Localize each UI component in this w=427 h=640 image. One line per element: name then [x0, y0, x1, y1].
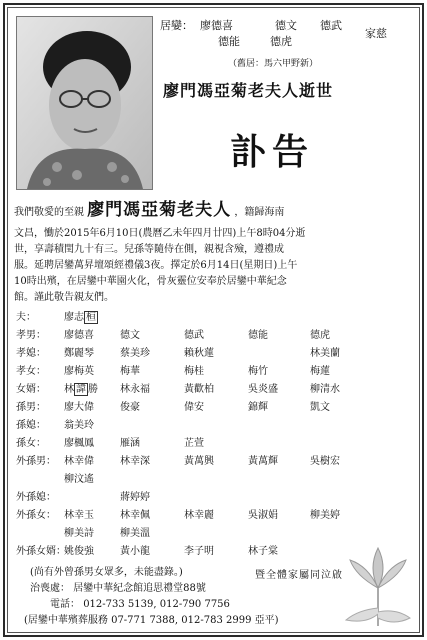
mourner-name: 鄭麗琴: [64, 348, 94, 359]
mourner-name: 黃萬興: [184, 456, 214, 467]
mourner-name: 雁涵: [120, 438, 140, 449]
footer: [24, 565, 279, 629]
funeral-home-label: 治喪處：: [30, 583, 70, 594]
family-row-2: [160, 27, 415, 50]
obituary-heading: 訃告: [230, 132, 315, 173]
mourner-name: 廖楓鳳: [64, 438, 94, 449]
mourner-name: 柳汶遙: [64, 474, 94, 485]
mourner-role: 夫：: [16, 312, 36, 323]
mourner-role: 孫媳：: [16, 420, 46, 431]
mourner-name: 廖梅英: [64, 366, 94, 377]
mourner-name: 吳炎盛: [248, 384, 278, 395]
footer-note: (尚有外曾孫男女眾多，未能盡錄。): [30, 567, 183, 578]
mourner-name: 德武: [184, 330, 204, 341]
announcement-lead: 我們敬愛的至親: [14, 207, 84, 218]
mourner-name: 柳美溫: [120, 528, 150, 539]
mourner-role: 孫女：: [16, 438, 46, 449]
mourner-row: [16, 398, 416, 416]
mourner-name: 錦輝: [248, 402, 268, 413]
mourner-name: 芷萱: [184, 438, 204, 449]
mourner-row: [16, 470, 416, 488]
mourner-row: [16, 362, 416, 380]
mourner-name: 梅竹: [248, 366, 268, 377]
mourner-name: 柳美婷: [310, 510, 340, 521]
family-name: 廖德喜: [200, 19, 233, 32]
mourner-name: 林幸佩: [120, 510, 150, 521]
families-suffix: 家慈: [365, 27, 387, 40]
family-name: 德能: [218, 35, 240, 48]
mourner-row: [16, 506, 416, 524]
family-signature: 暨全體家屬同泣啟: [255, 570, 343, 581]
mourner-name: 廖大偉: [64, 402, 94, 413]
mourner-name: 翁美玲: [64, 420, 94, 431]
mourner-name: 梅桂: [184, 366, 204, 377]
mourner-role: 女婿：: [16, 384, 46, 395]
mourner-name: 林幸玉: [64, 510, 94, 521]
mourner-name: 姚俊強: [64, 546, 94, 557]
announcement-text: 10時出殯，在居鑾中華園火化，骨灰靈位安奉於居鑾中華紀念: [14, 276, 287, 287]
announcement-line-1: [14, 202, 414, 221]
mourner-role: 孫男：: [16, 402, 46, 413]
family-name: 德虎: [270, 35, 292, 48]
announcement-text: ，籍歸海南: [234, 207, 285, 218]
announcement-text: 世，享壽積閏九十有三。兒孫等隨侍在側，親視含殮，遵禮成: [14, 244, 284, 255]
mourner-name: 偉安: [184, 402, 204, 413]
mourner-row: [16, 344, 416, 362]
mourner-name: 凱文: [310, 402, 330, 413]
mourner-name: 德文: [120, 330, 140, 341]
mourner-role: 孝媳：: [16, 348, 46, 359]
mourner-list: [16, 308, 416, 560]
mourner-name: 德虎: [310, 330, 330, 341]
announcement-text: 館。謹此敬告親友們。: [14, 292, 114, 303]
mourner-row: [16, 326, 416, 344]
mourner-name: 俊豪: [120, 402, 140, 413]
mourner-row: [16, 308, 416, 326]
mourner-name: 李子明: [184, 546, 214, 557]
family-name: 德文: [275, 19, 297, 32]
phone-line: [30, 597, 279, 613]
service-line: (居鑾中華殯葬服務 07-771 7388, 012-783 2999 亞平): [24, 615, 279, 626]
mourner-role: 外孫女婿：: [16, 546, 66, 557]
mourner-name: 黃萬輝: [248, 456, 278, 467]
announcement-text: 服。延聘居鑾萬昇壇頌經禮儀3夜。擇定於6月14日(星期日)上午: [14, 260, 298, 271]
mourner-role: 外孫女：: [16, 510, 56, 521]
mourner-name: 林幸偉: [64, 456, 94, 467]
mourner-role: 孝女：: [16, 366, 46, 377]
portrait-photo: [16, 16, 153, 190]
family-header: [160, 18, 415, 50]
mourner-name: 梅華: [120, 366, 140, 377]
mourner-name: 蔡美珍: [120, 348, 150, 359]
families-label: 居孌：: [160, 19, 193, 32]
mourner-name: 林幸深: [120, 456, 150, 467]
mourner-name: 吳淑娟: [248, 510, 278, 521]
funeral-home: 居鑾中華紀念館追思禮堂88號: [73, 583, 206, 594]
lotus-icon: [338, 538, 418, 628]
mourner-name: 吳樹宏: [310, 456, 340, 467]
family-name: 德武: [320, 19, 342, 32]
residence-note: （舊居：馬六甲野新）: [228, 59, 319, 69]
mourner-name: 德能: [248, 330, 268, 341]
mourner-row: [16, 488, 416, 506]
mourner-row: [16, 434, 416, 452]
announcement-text: 文昌，慟於2015年6月10日(農曆乙未年四月廿四)上午8時04分逝: [14, 228, 306, 239]
phone-label: 電話：: [50, 599, 80, 610]
mourner-name: 柳美詩: [64, 528, 94, 539]
mourner-row: [16, 416, 416, 434]
mourner-role: 外孫男：: [16, 456, 56, 467]
mourner-name: 林美蘭: [310, 348, 340, 359]
mourner-name: 林幸麗: [184, 510, 214, 521]
mourner-name: 梅蓮: [310, 366, 330, 377]
mourner-row: [16, 380, 416, 398]
deceased-name: 廖門馮亞菊老夫人: [87, 200, 232, 220]
mourner-name: 林 諱 勝: [64, 384, 98, 395]
mourner-role: 外孫媳：: [16, 492, 56, 503]
boxed-character: 桓: [86, 312, 96, 323]
mourner-name: 林永福: [120, 384, 150, 395]
mourner-row: [16, 452, 416, 470]
funeral-home-line: [30, 581, 279, 597]
mourner-name: 廖志 桓: [64, 312, 96, 323]
mourner-name: 黃歡柏: [184, 384, 214, 395]
page-title: 廖門馮亞菊老夫人逝世: [163, 81, 334, 100]
mourner-name: 賴秋蓮: [184, 348, 214, 359]
boxed-character: 諱: [76, 384, 86, 395]
mourner-name: 蔣婷婷: [120, 492, 150, 503]
mourner-name: 柳清水: [310, 384, 340, 395]
mourner-role: 孝男：: [16, 330, 46, 341]
mourner-name: 廖德喜: [64, 330, 94, 341]
mourner-name: 林子棠: [248, 546, 278, 557]
mourner-name: 黃小龍: [120, 546, 150, 557]
phone-number: 012-733 5139, 012-790 7756: [83, 599, 230, 610]
